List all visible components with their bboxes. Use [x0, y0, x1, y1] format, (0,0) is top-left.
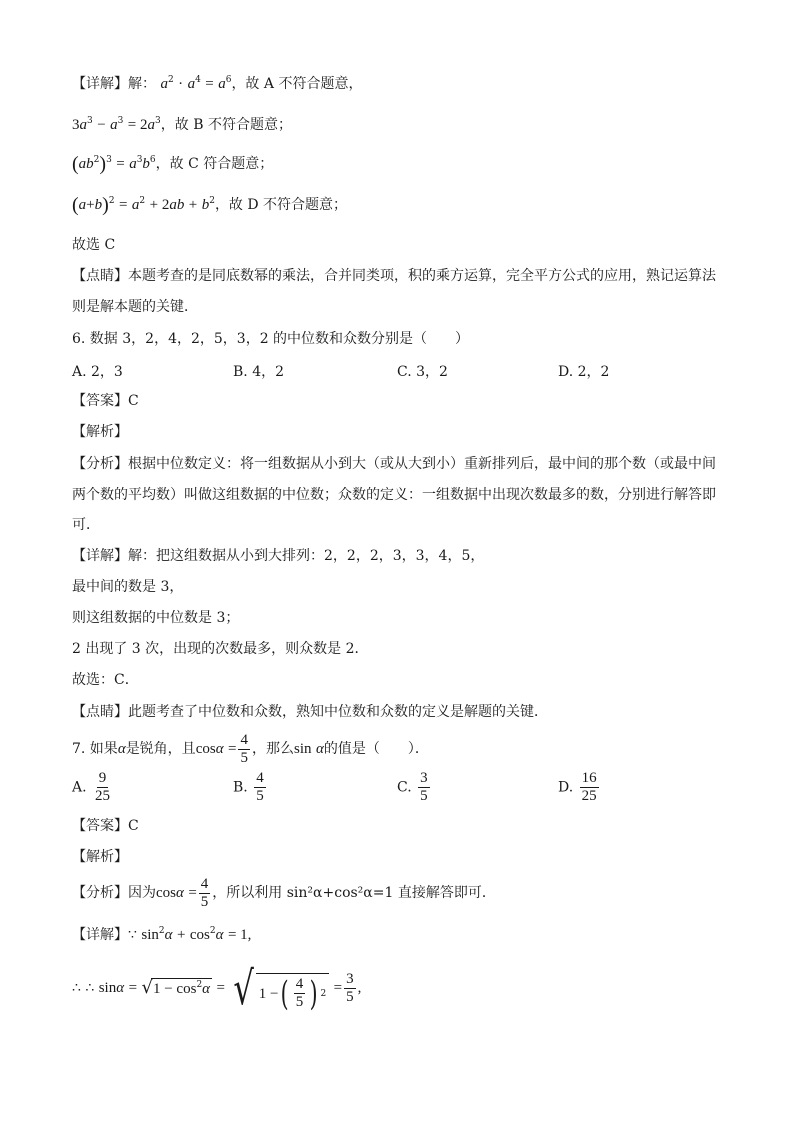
jiexi-label: 【解析】 — [72, 849, 128, 865]
q5-dianjing-text-1: 本题考查的是同底数幂的乘法，合并同类项，积的乘方运算，完全平方公式的应用，熟记运算法 — [128, 268, 716, 284]
detail-label: 【详解】 — [72, 76, 128, 92]
q6-answer-line — [72, 392, 139, 410]
q7-option-d: D. $\frac{16}{25}$ — [558, 770, 597, 804]
formula-b: $3a^3 - a^3 = 2a^3$ — [72, 116, 161, 133]
result-d: ，故 D 不符合题意； — [214, 197, 348, 213]
q7-stem-pre: 7. 如果 — [72, 741, 118, 757]
q7-option-c: C. $\frac{3}{5}$ — [397, 770, 428, 804]
q5-dianjing-l1 — [72, 267, 716, 285]
formula-d: $(a+b)^2 = a^2 + 2ab + b^2$ — [72, 194, 215, 216]
q6-option-a: A. 2，3 — [72, 364, 123, 380]
q7-stem-mid1: 是锐角，且 — [125, 741, 196, 757]
sqrt-expr-1: $√1 - \cos^2\alpha$ — [141, 977, 211, 998]
answer-label: 【答案】 — [72, 393, 128, 409]
because-symbol: ∵ — [128, 927, 137, 943]
q7-jiexi-label — [72, 848, 128, 866]
q7-stem-mid2: ，那么 — [251, 741, 294, 757]
q7-option-a: A. $\frac{9}{25}$ — [72, 770, 111, 804]
q7-detail-l1: 【详解】∵ $\sin^2\alpha + \cos^2\alpha = 1$, — [72, 926, 252, 943]
q6-stem: 6. 数据 3，2，4，2，5，3，2 的中位数和众数分别是（ ） — [72, 331, 470, 347]
q6-detail-l4: 2 出现了 3 次，出现的次数最多，则众数是 2． — [72, 641, 369, 657]
q6-detail-l2: 最中间的数是 3， — [72, 579, 184, 595]
q5-detail-line-d — [72, 196, 347, 214]
q6-choose: 故选：C． — [72, 672, 139, 688]
result-fraction: $\frac{3}{5}$ — [346, 970, 354, 1005]
sqrt-expr-2: √ 1 − ( $\frac{4}{5}$ ) 2 — [229, 965, 329, 1011]
q6-fenxi-l3: 可． — [72, 517, 100, 533]
q6-option-b: B. 4，2 — [233, 364, 285, 380]
dianjing-label: 【点睛】 — [72, 704, 128, 720]
q5-dianjing-l2: 则是解本题的关键． — [72, 299, 198, 315]
q6-dianjing-text: 此题考查了中位数和众数，熟知中位数和众数的定义是解题的关键． — [128, 704, 548, 720]
q6-detail-l3: 则这组数据的中位数是 3； — [72, 610, 240, 626]
q6-fenxi-l1 — [72, 455, 716, 473]
q7-fenxi-pre: 因为 — [128, 885, 156, 901]
result-c: ，故 C 符合题意； — [155, 156, 274, 172]
answer-label: 【答案】 — [72, 818, 128, 834]
fenxi-label: 【分析】 — [72, 456, 128, 472]
q6-detail-l1 — [72, 547, 484, 565]
q6-fenxi-text-1: 根据中位数定义：将一组数据从小到大（或从大到小）重新排列后，最中间的那个数（或最中间 — [128, 456, 716, 472]
q6-option-c: C. 3，2 — [397, 364, 448, 380]
jiexi-label: 【解析】 — [72, 424, 128, 440]
q5-detail-line-c — [72, 155, 273, 173]
therefore-symbol: ∴ ∴ — [72, 980, 95, 996]
q6-detail-text-1: 解：把这组数据从小到大排列：2，2，2，3，3，4，5， — [128, 548, 485, 564]
q5-choose: 故选 C — [72, 237, 116, 253]
formula-a: $a^2 \cdot a^4 = a^6$ — [160, 75, 232, 92]
solution-prefix: 解： — [128, 76, 156, 92]
detail-label: 【详解】 — [72, 548, 128, 564]
q5-detail-line-b — [72, 116, 292, 134]
q7-stem-post: 的值是（ ）． — [323, 741, 429, 757]
result-b: ，故 B 不符合题意； — [160, 117, 292, 133]
q7-answer-line — [72, 817, 139, 835]
q6-dianjing — [72, 703, 548, 721]
formula-c: $(ab^2)^3 = a^3b^6$ — [72, 153, 156, 175]
dianjing-label: 【点睛】 — [72, 268, 128, 284]
q7-cos-fraction: $\frac{4}{5}$ — [240, 731, 248, 766]
detail-label: 【详解】 — [72, 927, 128, 943]
q7-answer: C — [128, 818, 139, 834]
q6-fenxi-l2: 两个数的平均数）叫做这组数据的中位数；众数的定义：一组数据中出现次数最多的数，分别进行解答即 — [72, 487, 716, 503]
q7-fenxi: 【分析】因为cosα = $\frac{4}{5}$ ，所以利用 sin²α+cos²α=1 直接解答即可． — [72, 875, 496, 910]
q7-option-b: B. $\frac{4}{5}$ — [233, 770, 264, 804]
q6-answer: C — [128, 393, 139, 409]
fenxi-label: 【分析】 — [72, 885, 128, 901]
result-a: ，故 A 不符合题意， — [231, 76, 363, 92]
q5-detail-line-a — [72, 75, 362, 93]
q7-detail-l2: ∴ ∴ sin α = $√1 - \cos^2\alpha$ = √ 1 − ( $\frac{4}{5}$ ) 2 = $\frac{3}{5}$ , — [72, 961, 362, 1015]
q7-stem: 7. 如果α是锐角，且cosα = $\frac{4}{5}$ ，那么sin α的值是（ ）． — [72, 731, 429, 766]
q6-option-d: D. 2，2 — [558, 364, 610, 380]
q7-fenxi-post: ，所以利用 sin²α+cos²α=1 直接解答即可． — [212, 885, 496, 901]
q6-jiexi-label — [72, 423, 128, 441]
